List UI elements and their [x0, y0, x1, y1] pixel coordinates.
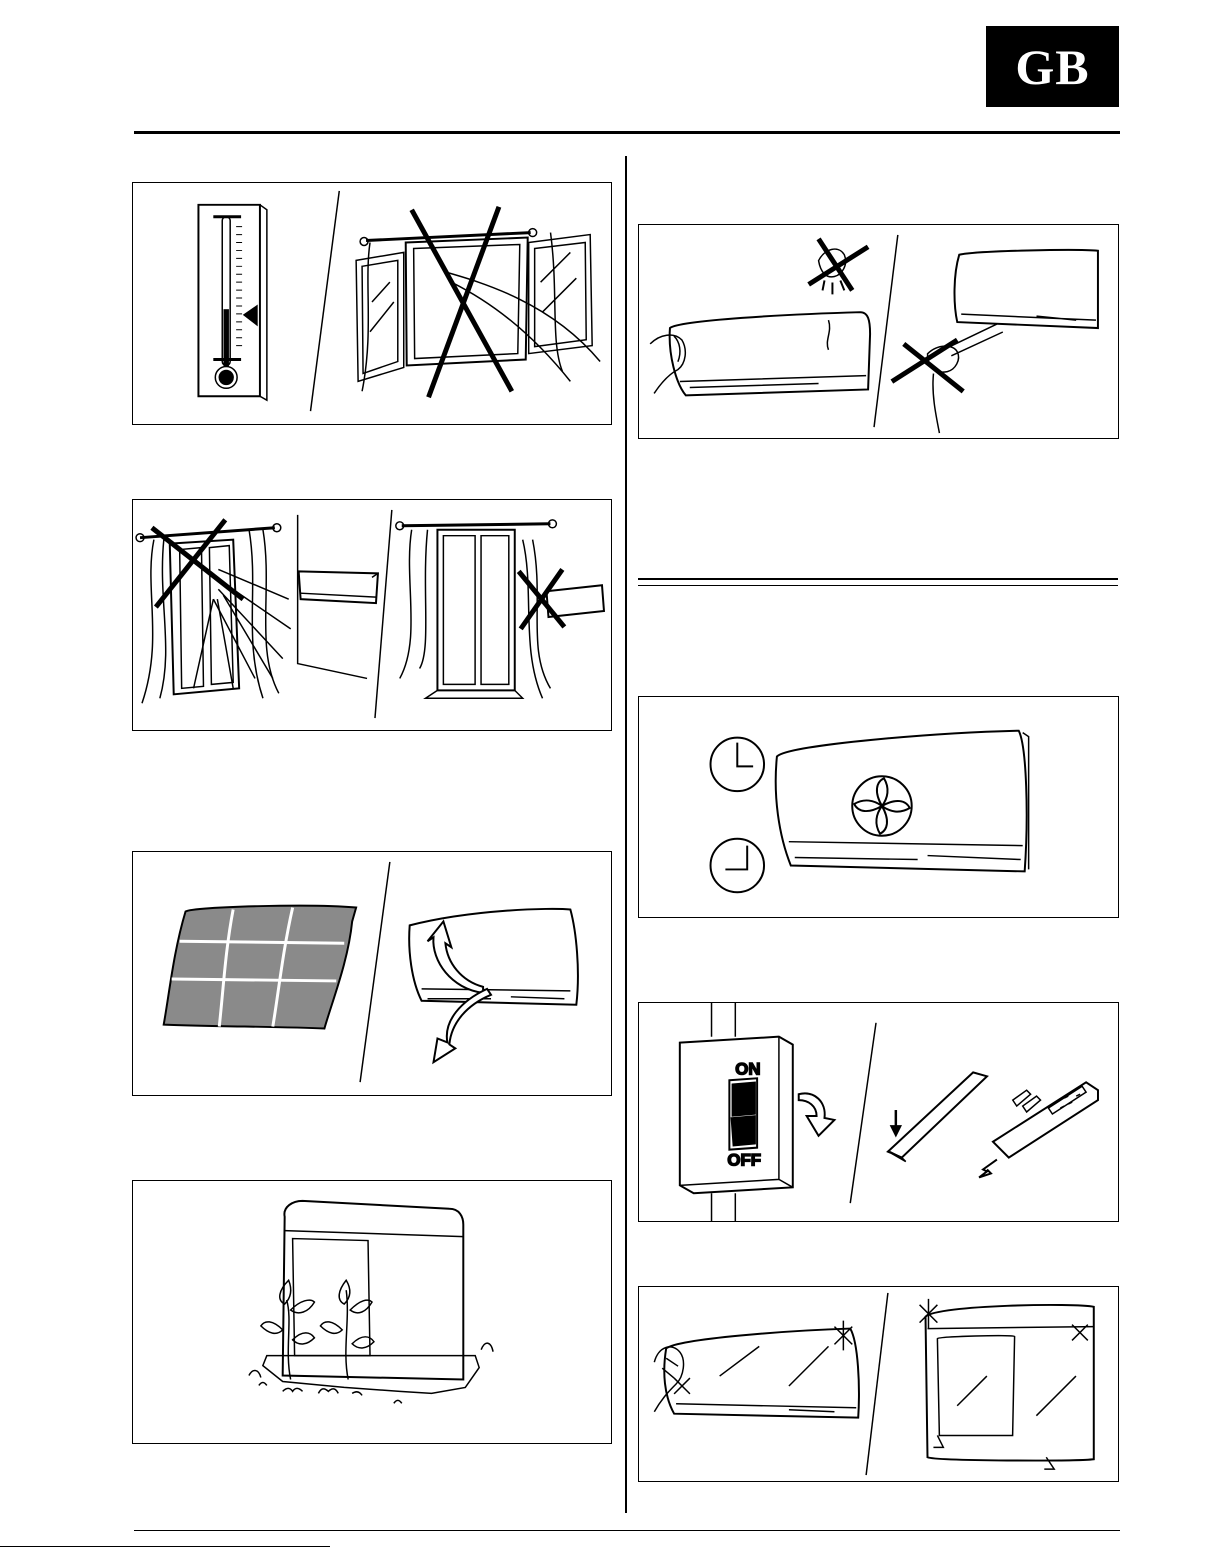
switch-off-label: OFF: [727, 1150, 762, 1170]
battery-icon: [1013, 1090, 1041, 1112]
figure-filter: [132, 851, 612, 1096]
clock-stop-icon: [711, 839, 765, 893]
figure-outdoor-plants: [132, 1180, 612, 1444]
air-filter-icon: [164, 906, 356, 1029]
ground-base-icon: [249, 1343, 493, 1403]
prohibited-x-icon: [519, 569, 565, 628]
plants-icon: [261, 1280, 374, 1379]
wall-switch-icon: [680, 1003, 793, 1221]
header-rule: [134, 131, 1120, 134]
hose-spray-icon: [928, 324, 1003, 433]
outdoor-unit-icon: [283, 1201, 464, 1380]
switch-on-label: ON: [735, 1059, 761, 1079]
remote-control-icon: [979, 1082, 1098, 1177]
footer-rule-short: [0, 1546, 330, 1547]
prohibited-x-icon: [809, 239, 868, 291]
figure-fan-timer: [638, 696, 1119, 918]
indoor-unit-right-icon: [954, 250, 1097, 328]
fan-icon: [852, 776, 911, 835]
door-curtains-icon: [396, 520, 604, 698]
indoor-unit-icon: [670, 312, 870, 395]
figure-inspection: [638, 1286, 1119, 1482]
indoor-unit-icon: [664, 1329, 859, 1418]
airflow-arrows-icon: [428, 921, 491, 1062]
remote-cover-icon: [888, 1072, 987, 1161]
figure-cleaning: [638, 224, 1119, 439]
outdoor-unit-icon: [926, 1305, 1094, 1469]
footer-rule: [134, 1530, 1120, 1531]
thermometer-icon: [198, 205, 266, 400]
figure-power-switch: [638, 1002, 1119, 1222]
section-rule-thin: [638, 585, 1118, 586]
section-rule: [638, 578, 1118, 580]
indoor-unit-icon: [409, 909, 578, 1005]
figure-curtains: [132, 499, 612, 731]
clock-start-icon: [711, 738, 765, 792]
language-badge: GB: [986, 26, 1119, 107]
curved-arrow-icon: [799, 1093, 835, 1135]
figure-thermometer-window: [132, 182, 612, 425]
window-icon: [356, 229, 600, 392]
column-divider: [625, 156, 627, 1513]
sparkle-icon: [674, 1321, 852, 1394]
indoor-unit-icon: [299, 571, 378, 603]
